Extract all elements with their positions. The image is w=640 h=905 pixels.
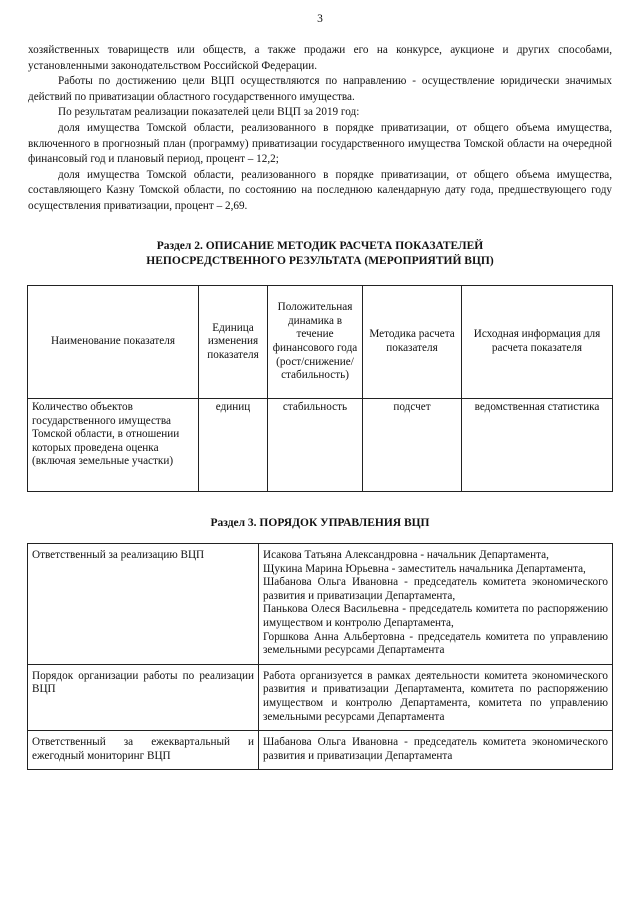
organization-line: Работа организуется в рамках деятельности комитета экономического развития и приватизации Департамента, комитета по распоряжению имуществом и контролю Департамента, комитета по управлению земельными ресурсами Департамента (263, 669, 608, 723)
responsible-line: Панькова Олеся Васильевна - председатель комитета по распоряжению имуществом и контролю Департамента, (263, 603, 608, 629)
header-cell-dynamics: Положительная динамика в течение финансового года (рост/снижение/ стабильность) (268, 286, 363, 399)
management-table (27, 543, 613, 770)
responsible-line: Шабанова Ольга Ивановна - председатель комитета экономического развития и приватизации Департамента, (263, 576, 608, 602)
header-cell-indicator: Наименование показателя (28, 286, 199, 399)
cell-monitoring-text (259, 731, 613, 770)
responsible-line: Исакова Татьяна Александровна - начальник Департамента, (263, 549, 549, 561)
table-header-row (28, 286, 613, 399)
cell-indicator: Количество объектов государственного имущества Томской области, в отношении которых проведена оценка (включая земельные участки) (28, 399, 199, 492)
intro-paragraph: доля имущества Томской области, реализованного в порядке приватизации, от общего объема имущества, составляющего Казну Томской области, по состоянию на последнюю календарную дату года, предшествующего году осуществления приватизации, процент – 2,69. (28, 168, 612, 212)
cell-method: подсчет (363, 399, 462, 492)
page-number: 3 (317, 13, 323, 25)
organization-label-text: Порядок организации работы по реализации ВЦП (32, 669, 254, 696)
cell-source: ведомственная статистика (462, 399, 613, 492)
cell-organization-text (259, 664, 613, 730)
cell-unit: единиц (199, 399, 268, 492)
cell-responsible-label (28, 544, 259, 665)
intro-text (28, 43, 612, 215)
table-row (28, 731, 613, 770)
header-cell-method: Методика расчета показателя (363, 286, 462, 399)
cell-responsible-list (259, 544, 613, 665)
cell-organization-label (28, 664, 259, 730)
monitoring-label-text: Ответственный за ежеквартальный и ежегодный мониторинг ВЦП (32, 736, 254, 762)
cell-monitoring-label (28, 731, 259, 770)
section2-title-line1: Раздел 2. ОПИСАНИЕ МЕТОДИК РАСЧЕТА ПОКАЗАТЕЛЕЙ (156, 240, 484, 252)
table-row (28, 399, 613, 492)
table-row (28, 544, 613, 665)
indicator-method-table (27, 285, 613, 492)
header-cell-source: Исходная информация для расчета показателя (462, 286, 613, 399)
intro-paragraph: По результатам реализации показателей цели ВЦП за 2019 год: (58, 106, 360, 119)
section2-heading (28, 239, 612, 268)
cell-dynamics: стабильность (268, 399, 363, 492)
monitoring-line: Шабанова Ольга Ивановна - председатель комитета экономического развития и приватизации Департамента (263, 736, 608, 762)
header-cell-unit: Единица изменения показателя (199, 286, 268, 399)
intro-paragraph: Работы по достижению цели ВЦП осуществляются по направлению - осуществление юридически значимых действий по приватизации областного государственного имущества. (28, 75, 612, 103)
table-row (28, 664, 613, 730)
section3-heading: Раздел 3. ПОРЯДОК УПРАВЛЕНИЯ ВЦП (210, 517, 430, 529)
intro-paragraph: хозяйственных товариществ или обществ, а также продажи его на конкурсе, аукционе и других способами, установленными законодательством Российской Федерации. (28, 44, 612, 72)
responsible-line: Горшкова Анна Альбертовна - председатель комитета по управлению земельными ресурсами Департамента (263, 630, 608, 657)
section2-title-line2: НЕПОСРЕДСТВЕННОГО РЕЗУЛЬТАТА (МЕРОПРИЯТИЙ ВЦП) (146, 254, 494, 267)
responsible-line: Щукина Марина Юрьевна - заместитель начальника Департамента, (263, 562, 586, 575)
responsible-label-text: Ответственный за реализацию ВЦП (32, 549, 205, 561)
intro-paragraph: доля имущества Томской области, реализованного в порядке приватизации, от общего объема имущества, включенного в прогнозный план (программу) приватизации государственного имущества Томской области на очередной финансовый год и плановый период, процент – 12,2; (28, 121, 612, 166)
